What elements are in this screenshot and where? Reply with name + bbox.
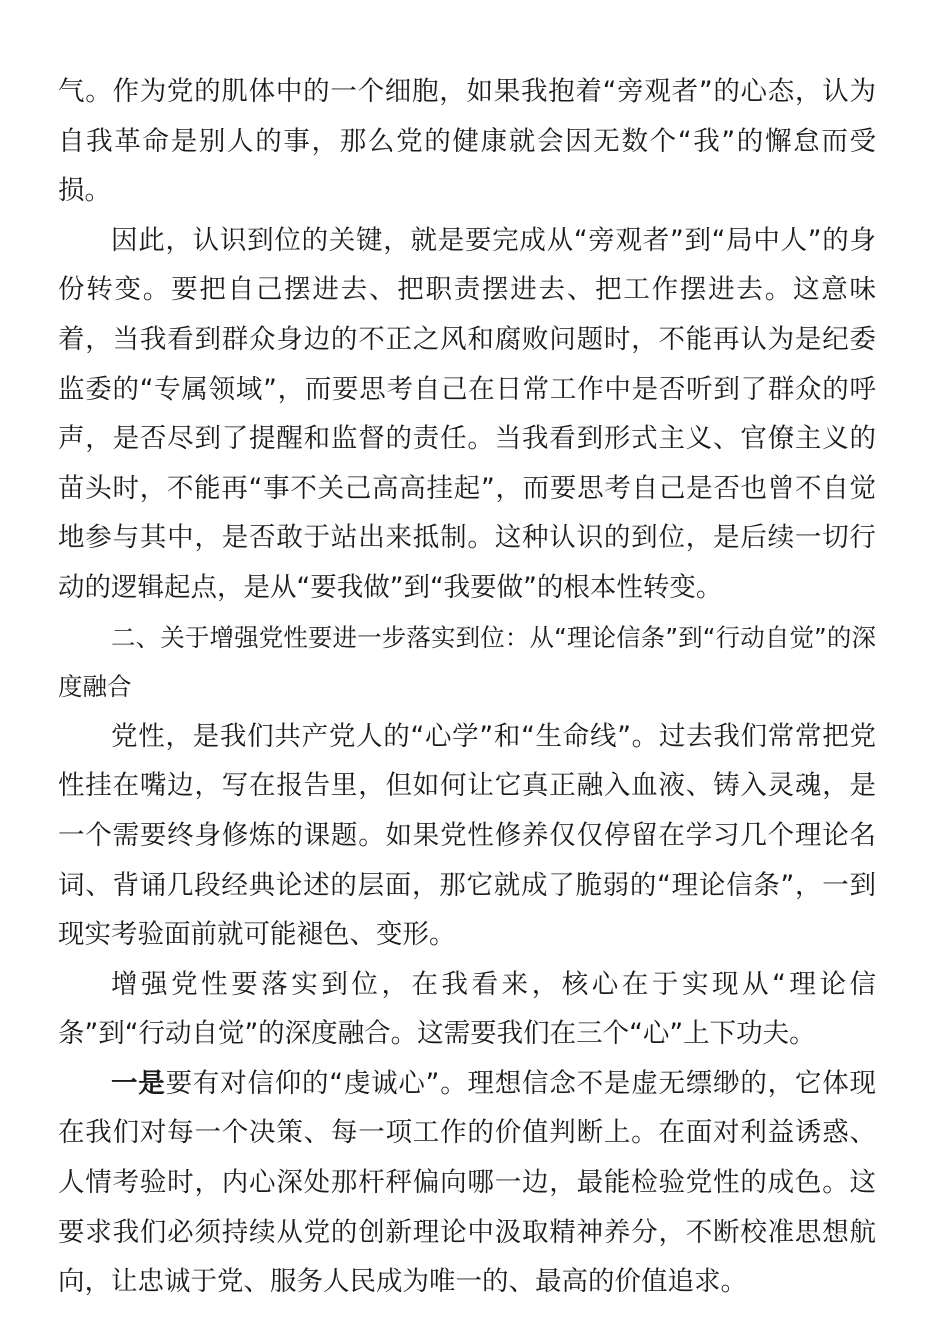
section-heading-2: 二、关于增强党性要进一步落实到位：从“理论信条”到“行动自觉”的深度融合 — [58, 622, 876, 702]
first-point-text: 要有对信仰的“虔诚心”。理想信念不是虚无缥缈的，它体现在我们对每一个决策、每一项工作的价值判断上。在面对利益诱惑、人情考验时，内心深处那杆秤偏向哪一边，最能检验党性的成色。这要求我们必须持续从党的创新理论中汲取精神养分，不断校准思想航向，让忠诚于党、服务人民成为唯一的、最高的价值追求。 — [58, 1067, 876, 1298]
paragraph-party-spirit: 党性，是我们共产党人的“心学”和“生命线”。过去我们常常把党性挂在嘴边，写在报告里，但如何让它真正融入血液、铸入灵魂，是一个需要终身修炼的课题。如果党性修养仅仅停留在学习几个理论名词、背诵几段经典论述的层面，那它就成了脆弱的“理论信条”，一到现实考验面前就可能褪色、变形。 — [58, 720, 876, 951]
document-page — [58, 67, 876, 1307]
paragraph-three-hearts: 增强党性要落实到位，在我看来，核心在于实现从“理论信条”到“行动自觉”的深度融合。这需要我们在三个“心”上下功夫。 — [58, 968, 876, 1050]
first-point-lead: 一是 — [111, 1067, 166, 1099]
paragraph-first-point — [58, 1059, 876, 1307]
paragraph-identity-shift: 因此，认识到位的关键，就是要完成从“旁观者”到“局中人”的身份转变。要把自己摆进去、把职责摆进去、把工作摆进去。这意味着，当我看到群众身边的不正之风和腐败问题时，不能再认为是纪委监委的“专属领域”，而要思考自己在日常工作中是否听到了群众的呼声，是否尽到了提醒和监督的责任。当我看到形式主义、官僚主义的苗头时，不能再“事不关己高高挂起”，而要思考自己是否也曾不自觉地参与其中，是否敢于站出来抵制。这种认识的到位，是后续一切行动的逻辑起点，是从“要我做”到“我要做”的根本性转变。 — [58, 224, 876, 603]
paragraph-continuation: 气。作为党的肌体中的一个细胞，如果我抱着“旁观者”的心态，认为自我革命是别人的事，那么党的健康就会因无数个“我”的懈怠而受损。 — [58, 76, 876, 207]
